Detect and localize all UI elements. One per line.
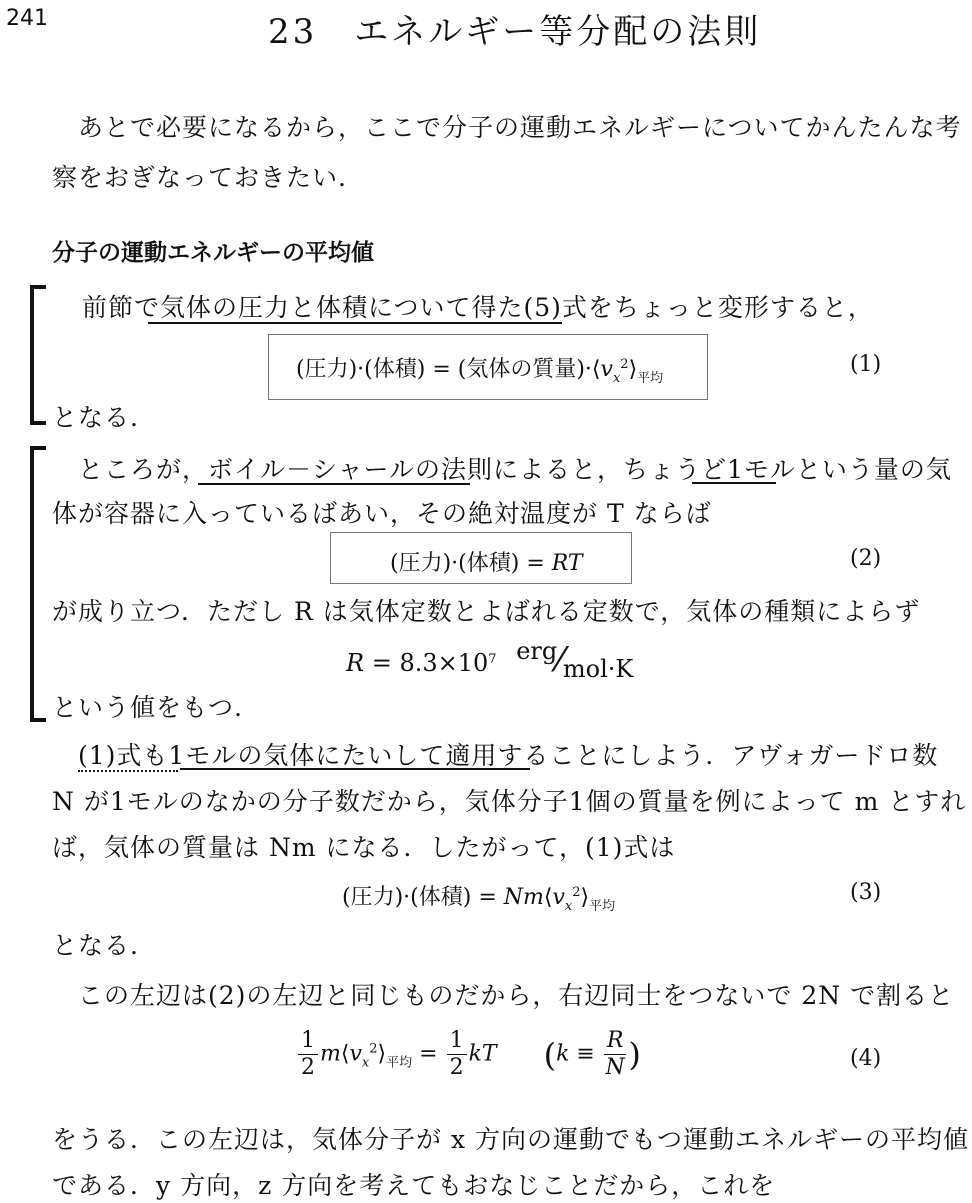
eq4-half-den: 2 [301,1055,315,1080]
handwritten-wavy-underline [78,764,178,772]
handwritten-underline-4 [180,768,530,770]
para8-line-1: をうる．この左辺は，気体分子が x 方向の運動でもつ運動エネルギーの平均値 [52,1125,969,1154]
eq4-v: v [349,1041,362,1067]
eqR-value: = 8.3×10 [364,649,489,677]
eq2-number: (2) [850,546,882,571]
para5-line-1: (1)式も1モルの気体にたいして適用することにしよう．アヴォガードロ数 [78,741,939,770]
para4: という値をもつ. [52,693,243,722]
page-number: 241 [6,6,48,31]
eq3-avg: 平均 [589,899,616,914]
eq4-equals: = [412,1041,445,1067]
eqR-unit-top: erg [516,637,558,665]
eq4-k: k [556,1041,570,1067]
eq4-R-over-N [604,1028,627,1081]
eq4-square: 2 [369,1041,378,1057]
chapter-title: 23 エネルギー等分配の法則 [268,12,762,52]
eq4-half2-den: 2 [449,1055,464,1080]
eq4-equiv: ≡ [569,1041,602,1067]
eq2-lhs: (圧力)·(体積) = [390,551,552,576]
equation-1: (圧力)·(体積) = (気体の質量)$\cdot⟨v_x^2⟩_{平均}$ [296,357,664,386]
equation-2 [390,546,583,577]
para5-line-2: N が1モルのなかの分子数だから，気体分子1個の質量を例によって m とすれ [52,787,967,816]
eq1-v-sub: x [612,371,621,386]
section-heading: 分子の運動エネルギーの平均値 [52,240,374,266]
eq4-N: N [605,1055,625,1080]
handwritten-underline-3 [692,482,776,484]
para5-line-3: ば，気体の質量は Nm になる．したがって，(1)式は [52,833,676,862]
eq4-half-right [447,1028,467,1081]
eq1-number: (1) [850,352,882,377]
para1-lead: 前節で気体の圧力と体積について得た(5)式をちょっと変形すると， [82,293,874,322]
para1-tail: となる. [52,403,139,432]
eq4-kT: kT [468,1041,497,1067]
margin-bracket-2 [30,446,46,722]
margin-bracket-1 [30,285,46,425]
eq4-R: R [604,1028,627,1055]
para3: が成り立つ．ただし R は気体定数とよばれる定数で，気体の種類によらず [52,597,921,626]
eq1-lhs: (圧力)·(体積) = (気体の質量)· [296,357,592,382]
eq3-square: 2 [572,885,581,900]
para2-line-1: ところが，ボイル－シャールの法則によると，ちょうど1モルという量の気 [78,455,952,484]
eq3-lhs: (圧力)·(体積) = [342,885,504,910]
eq1-v: v [600,357,613,382]
eq1-square: 2 [620,357,629,372]
eq3-v-sub: x [564,899,573,914]
eq2-rhs: RT [551,551,583,576]
eq4-v-sub: x [361,1055,370,1071]
para6: となる. [52,931,139,960]
handwritten-underline-2 [198,483,470,485]
intro-line-1: あとで必要になるから，ここで分子の運動エネルギーについてかんたんな考 [78,113,962,142]
equation-R: $R = 8.3\times 10^7$ erg⁄mol·K [346,637,634,683]
eq3-rhs: Nm [503,885,544,910]
eq4-half-num: 1 [298,1028,318,1055]
equation-3: (圧力)·(体積) = $Nm⟨v_x^2⟩_{平均}$ [342,885,616,914]
handwritten-underline-1 [148,322,562,324]
equation-4: $\frac{1}{2}$ $m⟨v_x^2⟩_{平均}$ = $\frac{1}{2}$ kT (k ≡ $\frac{R}{N}$ ) [296,1028,641,1081]
eq1-avg: 平均 [637,371,664,386]
para7: この左辺は(2)の左辺と同じものだから，右辺同士をつないで 2N で割ると [78,981,955,1010]
para2-line-2: 体が容器に入っているばあい，その絶対温度が T ならば [52,499,712,528]
eq4-m: m [320,1041,341,1067]
eq4-number: (4) [850,1046,882,1071]
eq4-half-left [298,1028,318,1081]
eq4-avg: 平均 [386,1055,413,1071]
eq3-number: (3) [850,880,882,905]
intro-line-2: 察をおぎなっておきたい. [52,163,347,192]
eq4-half2-num: 1 [447,1028,467,1055]
eq3-v: v [552,885,565,910]
eqR-unit-bottom: mol·K [562,655,634,683]
para8-line-2: である．y 方向，z 方向を考えてもおなじことだから，これを [52,1171,776,1200]
eqR-exp: 7 [488,652,497,667]
eqR-lhs: R [346,649,365,677]
